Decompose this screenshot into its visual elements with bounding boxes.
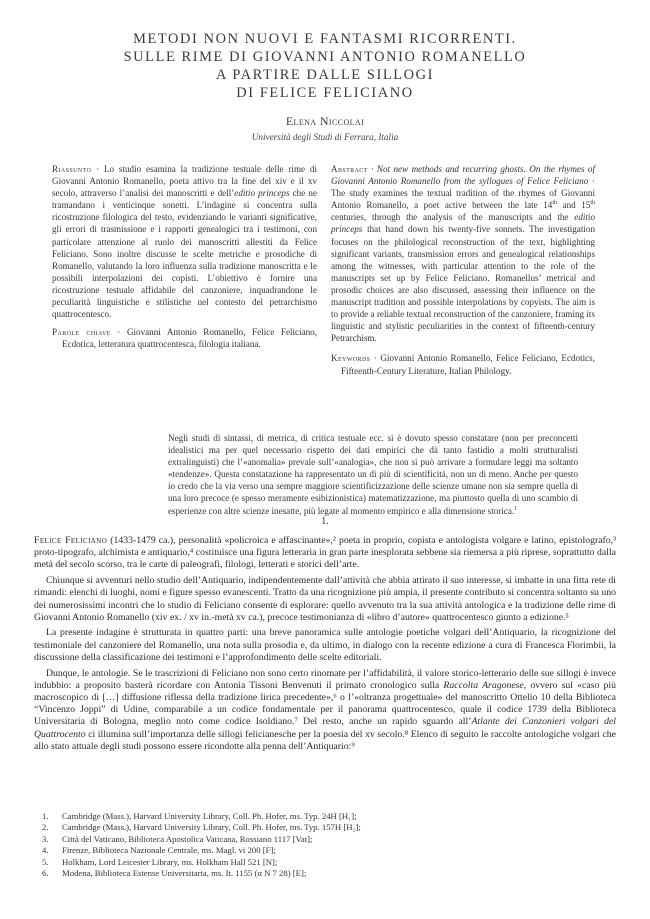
paragraph: Chiunque si avventuri nello studio dell’Antiquario, indipendentemente dall’attività che abbia attirato il suo interesse, si imbatte in una fitta rete di rimandi: elenchi di luoghi, nomi e figure spesso evanescenti. Tratto da una ricognizione più ampia, il presente contributo si concentra soltanto su uno dei numerosissimi incontri che lo studio di Feliciano consente di esplorare: quello avvenuto tra la sua attività antologica e la tradizione delle rime di Giovanni Antonio Romanello (xiv ex. / xv in.-metà xv ca.), precoce testimonianza di «libro d’autore» quattrocentesco giunto a edizione.⁵ bbox=[34, 575, 616, 623]
author-affiliation: Università degli Studi di Ferrara, Italia bbox=[251, 132, 399, 142]
abstract-label: Riassunto bbox=[52, 164, 92, 174]
paragraph: Dunque, le antologie. Se le trascrizioni di Feliciano non sono certo rinomate per l’affidabilità, il valore storico-letterario delle sue sillogi è invece indubbio: a proposito basterà ricordare con Antonia Tissoni Benvenuti il primato cronologico sulla Raccolta Aragonese, ovvero sul «caso più macroscopico di […] diffusione riflessa della tradizione lirica precedente»,⁶ o l’«oltranza progettuale» del manoscritto Ottelio 10 della Biblioteca “Vincenzo Joppi” di Udine, comparabile a un codice fondamentale per il panorama quattrocentesco, quale il codice 1739 della Biblioteca Universitaria di Bologna, meglio noto come codice Isoldiano.⁷ Del resto, anche un rapido sguardo all’Atlante dei Canzonieri volgari del Quattrocento ci illumina sull’importanza delle sillogi felicianesche per la poesia del xv secolo.⁸ Elenco di seguito le raccolte antologiche volgari che allo stato attuale degli studi possono essere ricondotte alla penna dell’Antiquario:⁹ bbox=[34, 667, 616, 752]
list-item: 2. Cambridge (Mass.), Harvard University Library, Coll. Ph. Hofer, ms. Typ. 157H [H₂]; bbox=[42, 822, 361, 833]
title-line: DI FELICE FELICIANO bbox=[236, 85, 414, 101]
keywords-italian: Parole chiave · Giovanni Antonio Romanello, Felice Feliciano, Ecdotica, letteratura quattrocentesca, filologia italiana. bbox=[52, 327, 317, 350]
list-item: 1. Cambridge (Mass.), Harvard University Library, Coll. Ph. Hofer, ms. Typ. 24H [H₁]; bbox=[42, 811, 357, 821]
list-item: 6. Modena, Biblioteca Estense Universitaria, ms. It. 1155 (α N 7 28) [E]; bbox=[42, 868, 307, 879]
abstract-english-text: Abstract · Not new methods and recurring ghosts. On the rhymes of Giovanni Antonio Romanello from the syllogues of Felice Feliciano · The study examines the textual tradition of the rhymes of Giovanni Antonio Romanello, a poet active between the late 14th and 15th centuries, through the analysis of the manuscripts and the editio princeps that hand down his twenty-five sonnets. The investigation focuses on the philological reconstruction of the text, highlighting significant variants, transmission errors and genealogical relationships among the witnesses, with particular attention to the role of the manuscripts set up by Felice Feliciano. Romanellus’ metrical and prosodic choices are also discussed, assessing their influence on the manuscript tradition and possible interpolations by copyists. The aim is to provide a reliable textual reconstruction of the canzoniere, framing its linguistic and stylistic peculiarities in the context of fifteenth-century Petrarchism. bbox=[331, 164, 595, 344]
keywords-label: Keywords bbox=[331, 353, 371, 364]
paragraph: La presente indagine è strutturata in quattro parti: una breve panoramica sulle antologie poetiche volgari dell’Antiquario, la ricognizione del testimoniale del canzoniere del Romanello, una nota sulla prosodia e, da ultimo, in dialogo con la recente edizione a cura di Francesca Florimbii, la discussione della classificazione dei testimoni e l’approfondimento delle scelte editoriali. bbox=[34, 627, 616, 663]
abstract-label: Abstract bbox=[331, 164, 368, 174]
paragraph: Felice Feliciano (1433-1479 ca.), personalità «policroica e affascinante»,² poeta in proprio, copista e antologista volgare e latino, epistolografo,³ proto-tipografo, alchimista e antiquario,⁴ costituisce una figura letteraria in gran parte inesplorata sebbene sia riemersa a più riprese, soprattutto dalla metà del secolo scorso, tra le carte di paleografi, filologi, letterati e storici dell’arte. bbox=[34, 535, 616, 571]
footnote-ref[interactable]: 1 bbox=[514, 505, 518, 512]
list-item: 4. Firenze, Biblioteca Nazionale Centrale, ms. Magl. vi 200 [F]; bbox=[42, 845, 276, 856]
abstract-italian bbox=[52, 163, 317, 350]
list-item: 5. Holkham, Lord Leicester Library, ms. Holkham Hall 521 [N]; bbox=[42, 856, 278, 867]
epigraph: Negli studi di sintassi, di metrica, di critica testuale ecc. si è dovuto spesso constatare (non per preconcetti idealistici ma per quel necessario rispetto dei dati empirici che dà tanto fastidio a molti strutturalisti extralinguisti) che l’«anomalia» prevale sull’«analogia», che non si può arrivare a formulare leggi ma soltanto «tendenze». Questa constatazione ha rappresentato un di più di scientificità, non un di meno. Anche per questo io credo che la via verso una sempre maggiore scientificizzazione delle scienze umane non sia sempre quella di una loro precoce (e spesso meramente esibizionistica) matematizzazione, ma piuttosto quella di uno scambio di esperienze con altre scienze inesatte, più legate al momento empirico e alla dimensione storica.$^1$ bbox=[168, 433, 578, 516]
keywords-label: Parole chiave bbox=[52, 327, 111, 338]
body-text bbox=[34, 535, 616, 756]
title-line: SULLE RIME DI GIOVANNI ANTONIO ROMANELLO bbox=[123, 49, 527, 65]
paper-title bbox=[40, 30, 610, 102]
title-line: A PARTIRE DALLE SILLOGI bbox=[215, 67, 435, 83]
section-number: 1. bbox=[321, 516, 329, 527]
title-line: METODI NON NUOVI E FANTASMI RICORRENTI. bbox=[133, 31, 517, 47]
keywords-english: Keywords · Giovanni Antonio Romanello, Felice Feliciano, Ecdotics, Fifteenth-Century Literature, Italian Philology. bbox=[331, 353, 595, 376]
list-item: 3. Città del Vaticano, Biblioteca Apostolica Vaticana, Rossiano 1117 [Vat]; bbox=[42, 833, 313, 844]
author-name: Elena Niccolai bbox=[285, 114, 365, 128]
manuscript-list bbox=[34, 811, 554, 879]
abstract-italian-text: Riassunto · Lo studio esamina la tradizione testuale delle rime di Giovanni Antonio Romanello, poeta attivo tra la fine del xiv e il xv secolo, attraverso l’analisi dei manoscritti e dell’editio princeps che ne tramandano i venticinque sonetti. L’indagine si concentra sulla ricostruzione filologica del testo, evidenziando le varianti significative, gli errori di trasmissione e i rapporti genealogici tra i testimoni, con particolare attenzione al ruolo dei manoscritti allestiti da Felice Feliciano. Sono inoltre discusse le scelte metriche e prosodiche di Romanello, valutando la loro influenza sulla tradizione manoscritta e le possibili interpolazioni dei copisti. L’obiettivo è fornire una ricostruzione testuale affidabile del canzoniere, inquadrandone le peculiarità linguistiche e stilistiche nel contesto del petrarchismo quattrocentesco. bbox=[52, 164, 317, 320]
abstract-english bbox=[331, 163, 595, 377]
